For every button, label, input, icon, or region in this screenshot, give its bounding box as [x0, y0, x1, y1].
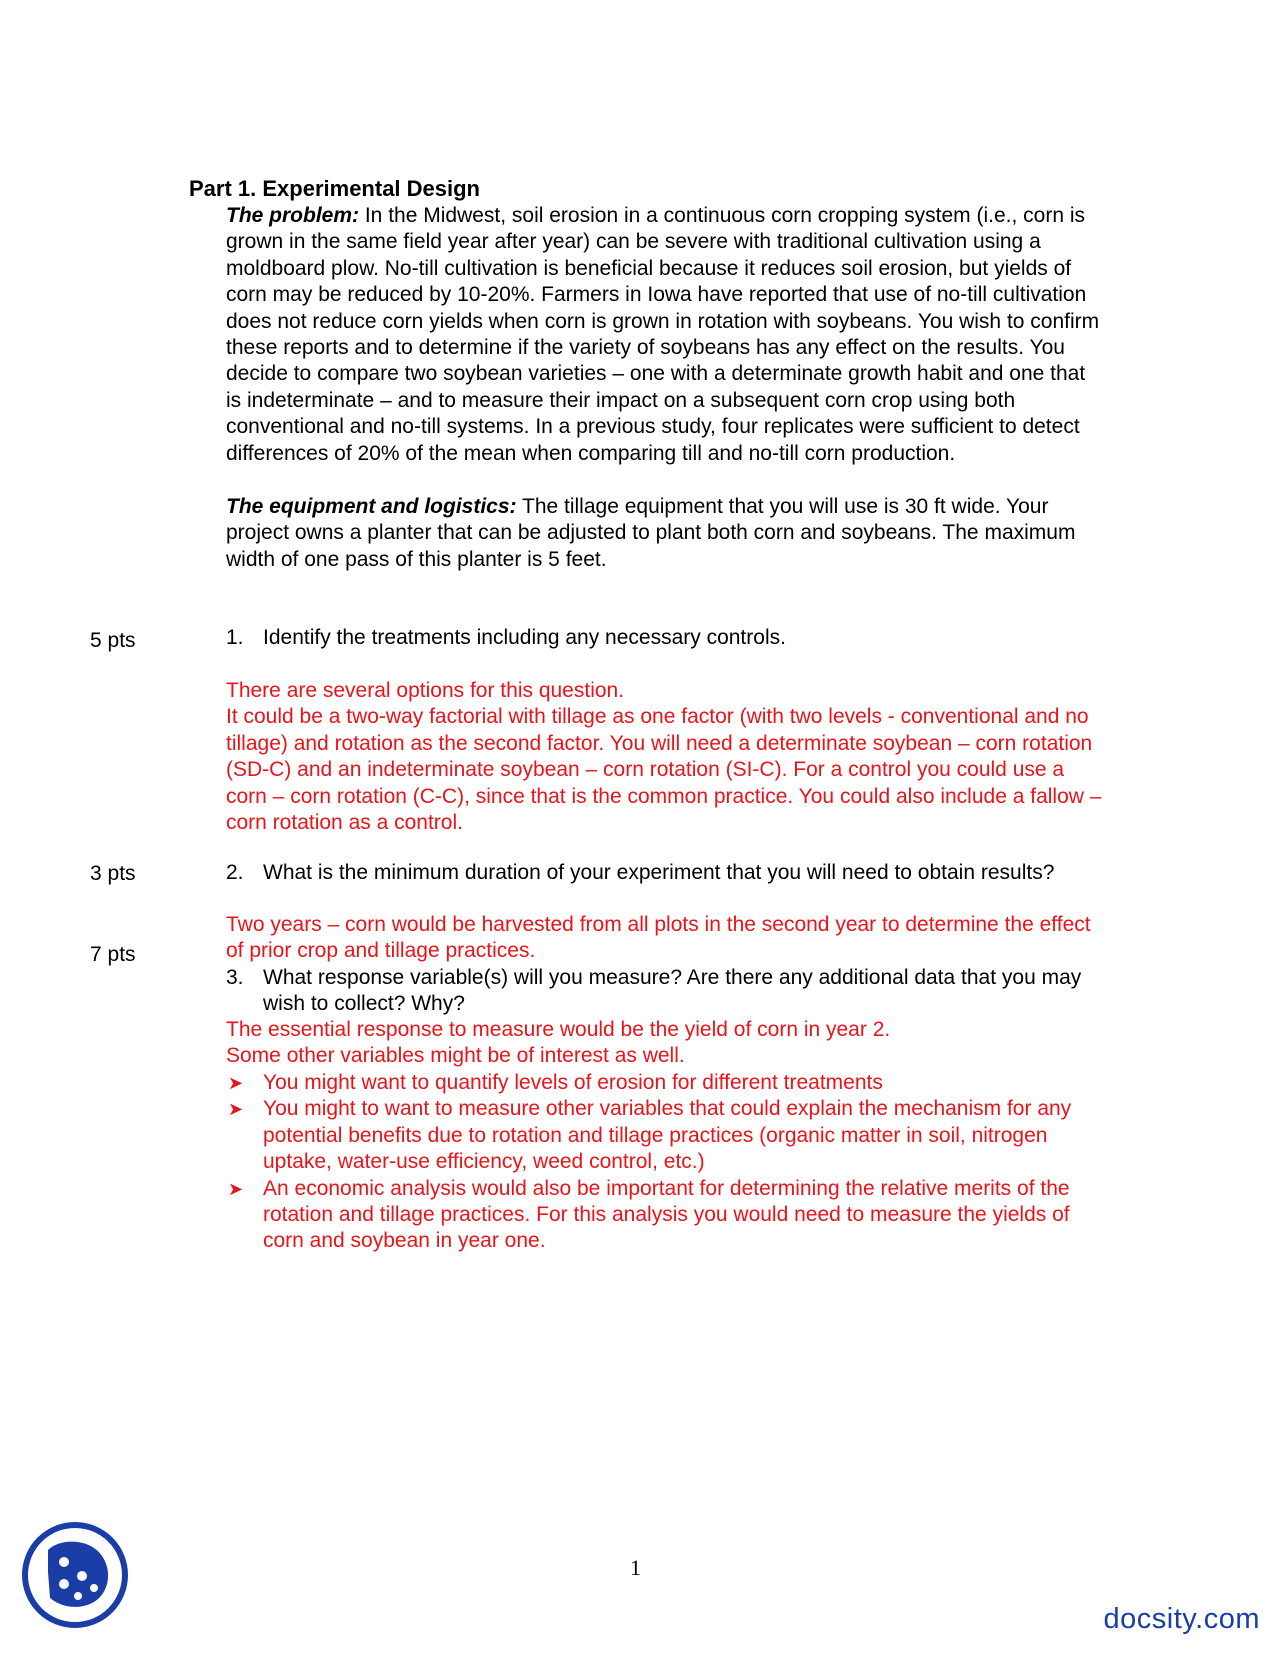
- q1-points: 5 pts: [90, 629, 136, 652]
- docsity-brand-link[interactable]: docsity.com: [1103, 1603, 1260, 1635]
- list-item: ➤ You might to want to measure other variables that could explain the mechanism for any potential benefits due to rotation and tillage practices (organic matter in soil, nitrogen uptake, water-use efficiency, weed control, etc.): [228, 1097, 1072, 1174]
- section-heading: Part 1. Experimental Design: [189, 176, 480, 201]
- equipment-paragraph: [226, 494, 1106, 573]
- q3-answer-line-2: Some other variables might be of interest as well.: [226, 1044, 685, 1068]
- q3-text: What response variable(s) will you measure? Are there any additional data that you may wish to collect? Why?: [263, 966, 1082, 1016]
- question-1: [226, 625, 1106, 651]
- q3-answer-line-1: The essential response to measure would be the yield of corn in year 2.: [226, 1018, 891, 1041]
- problem-text: In the Midwest, soil erosion in a continuous corn cropping system (i.e., corn is grown in the same field year after year) can be severe with traditional cultivation using a moldboard plow. No-till cultivation is beneficial because it reduces soil erosion, but yields of corn may be reduced by 10-20%. Farmers in Iowa have reported that use of no-till cultivation does not reduce corn yields when corn is grown in rotation with soybeans. You wish to confirm these reports and to determine if the variety of soybeans has any effect on the results. You decide to compare two soybean varieties – one with a determinate growth habit and one that is indeterminate – and to measure their impact on a subsequent corn crop using both conventional and no-till systems. In a previous study, four replicates were sufficient to detect differences of 20% of the mean when comparing till and no-till corn production.: [226, 204, 1100, 465]
- page-number: 1: [630, 1555, 641, 1580]
- list-item: ➤ You might want to quantify levels of erosion for different treatments: [226, 1070, 1106, 1096]
- q1-answer-line-1: There are several options for this question.: [226, 679, 625, 702]
- question-3: [226, 965, 1106, 1018]
- q2-points: 3 pts: [90, 862, 136, 885]
- q2-answer: Two years – corn would be harvested from all plots in the second year to determine the effect of prior crop and tillage practices.: [226, 913, 1091, 963]
- q3-bullet-list: [226, 1070, 1106, 1255]
- equipment-lead: The equipment and logistics:: [226, 495, 517, 518]
- question-2: [226, 860, 1106, 886]
- problem-paragraph: [226, 203, 1106, 467]
- q2-text: What is the minimum duration of your experiment that you will need to obtain results?: [263, 861, 1055, 884]
- equipment-text: The tillage equipment that you will use is 30 ft wide. Your project owns a planter that can be adjusted to plant both corn and soybeans. The maximum width of one pass of this planter is 5 feet.: [226, 495, 1076, 571]
- q3-points: 7 pts: [90, 943, 136, 966]
- problem-lead: The problem:: [226, 204, 360, 227]
- q1-text: Identify the treatments including any necessary controls.: [263, 626, 786, 649]
- arrow-bullet-icon: ➤: [228, 1178, 244, 1199]
- q1-answer-line-2: It could be a two-way factorial with tillage as one factor (with two levels - conventional and no tillage) and rotation as the second factor. You will need a determinate soybean – corn rotation (SD-C) and an indeterminate soybean – corn rotation (SI-C). For a control you could use a corn – corn rotation (C-C), since that is the common practice. You could also include a fallow – corn rotation as a control.: [226, 705, 1102, 835]
- q1-number: 1.: [226, 626, 244, 649]
- list-item: ➤ An economic analysis would also be important for determining the relative merits of the rotation and tillage practices. For this analysis you would need to measure the yields of corn and soybean in year one.: [228, 1176, 1070, 1253]
- q3-number: 3.: [226, 966, 244, 989]
- docsity-logo-icon[interactable]: [20, 1520, 130, 1630]
- arrow-bullet-icon: ➤: [228, 1073, 244, 1093]
- q3-answer: [226, 1017, 1106, 1070]
- q1-answer: [226, 678, 1106, 836]
- q2-number: 2.: [226, 861, 244, 884]
- arrow-bullet-icon: ➤: [228, 1099, 244, 1120]
